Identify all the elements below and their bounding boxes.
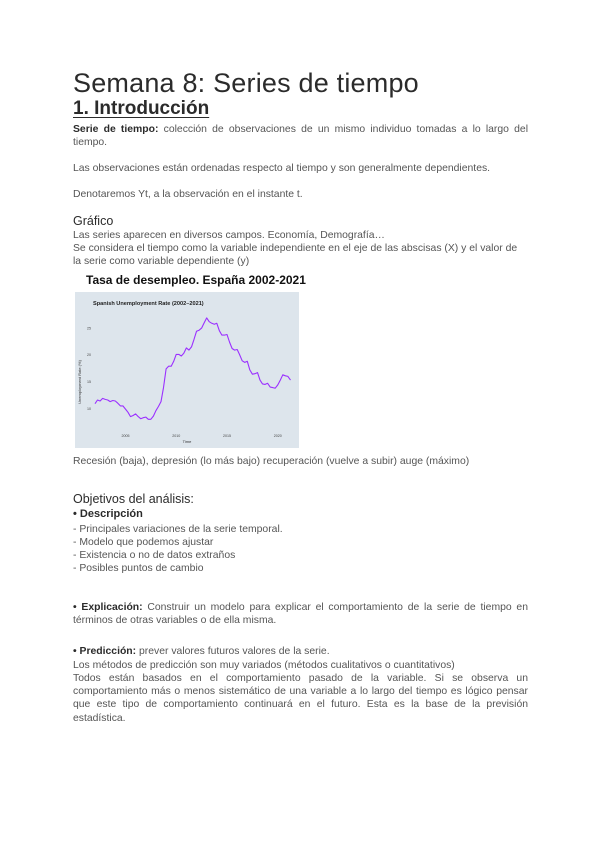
- y-tick-label: 15: [87, 380, 91, 385]
- grafico-paragraph-1: Las series aparecen en diversos campos. Economía, Demografía…: [73, 230, 385, 241]
- list-item: - Existencia o no de datos extraños: [73, 550, 236, 561]
- definition-paragraph: [73, 123, 528, 149]
- descripcion-list: [73, 523, 283, 575]
- prediccion-paragraph: [73, 645, 528, 658]
- x-tick-label: 2005: [121, 434, 130, 438]
- explicacion-term: • Explicación:: [73, 602, 143, 613]
- x-tick-label: 2015: [223, 434, 231, 438]
- x-tick-label: 2010: [172, 434, 181, 438]
- list-item: - Posibles puntos de cambio: [73, 563, 204, 574]
- chart-xlabel: Time: [182, 439, 192, 444]
- prediccion-term: • Predicción:: [73, 646, 137, 657]
- grafico-heading: Gráfico: [73, 214, 114, 228]
- notation-paragraph: Denotaremos Yt, a la observación en el instante t.: [73, 189, 303, 200]
- definition-text: colección de observaciones de un mismo individuo tomadas a lo largo del tiempo.: [73, 124, 529, 149]
- y-tick-label: 25: [87, 326, 91, 331]
- section-heading: 1. Introducción: [73, 98, 210, 119]
- grafico-paragraph-2: Se considera el tiempo como la variable independiente en el eje de las abscisas (X) y el valor de la serie como variable dependiente (y): [73, 243, 518, 268]
- unemployment-chart: [75, 292, 299, 448]
- objetivos-heading: Objetivos del análisis:: [73, 492, 194, 506]
- list-item: - Principales variaciones de la serie temporal.: [73, 524, 283, 535]
- list-item: - Modelo que podemos ajustar: [73, 537, 214, 548]
- prediccion-paragraph-3: Todos están basados en el comportamiento pasado de la variable. Si se observa un comportamiento más o menos sistemático de una variable a lo largo del tiempo es lógico pensar que este tipo de comportamiento continuará en el futuro. Esta es la base de la previsión estadística.: [73, 673, 528, 724]
- prediccion-text: prever valores futuros valores de la serie.: [136, 646, 330, 657]
- explicacion-paragraph: [73, 601, 528, 627]
- chart-svg: [75, 292, 299, 448]
- chart-title: Spanish Unemployment Rate (2002–2021): [93, 301, 204, 307]
- chart-ylabel: Unemployment Rate (%): [77, 360, 82, 404]
- cycle-paragraph: Recesión (baja), depresión (lo más bajo) recuperación (vuelve a subir) auge (máximo): [73, 456, 470, 467]
- y-tick-label: 20: [87, 353, 91, 358]
- observations-paragraph: Las observaciones están ordenadas respecto al tiempo y son generalmente dependientes.: [73, 163, 491, 174]
- page-title: Semana 8: Series de tiempo: [73, 68, 419, 98]
- image-caption: Tasa de desempleo. España 2002-2021: [86, 273, 306, 287]
- descripcion-heading: • Descripción: [73, 508, 143, 520]
- y-tick-label: 10: [87, 406, 91, 411]
- x-tick-label: 2020: [273, 434, 282, 438]
- chart-background: [75, 292, 299, 448]
- definition-term: Serie de tiempo:: [73, 124, 159, 135]
- explicacion-text: Construir un modelo para explicar el comportamiento de la serie de tiempo en términos de otras variables o de ella misma.: [73, 602, 528, 627]
- prediccion-paragraph-2: Los métodos de predicción son muy variados (métodos cualitativos o cuantitativos): [73, 660, 455, 671]
